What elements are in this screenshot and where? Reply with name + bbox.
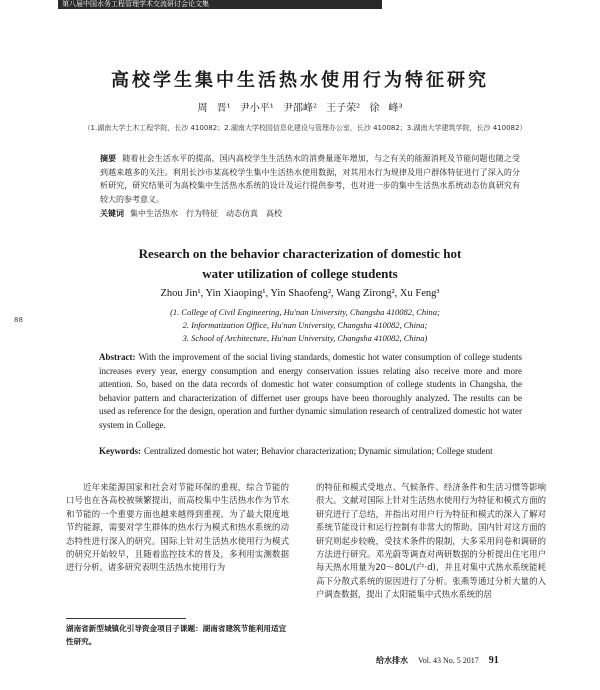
chinese-authors: 周 晋¹ 尹小平¹ 尹邵峰² 王子荣² 徐 峰³ — [197, 103, 403, 114]
english-keywords-label: Keywords: — [99, 446, 141, 456]
english-title-line-2: water utilization of college students — [202, 266, 398, 281]
chinese-abstract-label: 摘要 — [100, 154, 117, 163]
english-title-line-1: Research on the behavior characterization of domestic hot — [138, 246, 462, 261]
chinese-abstract — [100, 152, 520, 206]
chinese-title: 高校学生集中生活热水使用行为特征研究 — [111, 70, 489, 91]
page-footer — [376, 655, 499, 666]
english-affiliation-1: (1. College of Civil Engineering, Hu'nan University, Changsha 410082, China; — [170, 307, 440, 317]
english-abstract-text: With the improvement of the social living standards, domestic hot water consumption of college students increases every year, energy consumption and energy conservation issues relating also receive more and more attention. So, based on the data records of domestic hot water consumption of college students in Changsha, the behavior pattern and characterization of differnet user groups have been thoroughly analyzed. The results can be used as reference for the design, operation and further dynamic simulation research of centralized domestic hot water system in College. — [99, 352, 522, 430]
english-affiliations — [80, 306, 530, 345]
english-affiliation-3: 3. School of Architecture, Hu'nan University, Changsha 410082, China) — [182, 333, 428, 343]
funding-footnote: 湖南省新型城镇化引导资金项目子课题：湖南省建筑节能利用适宜性研究。 — [66, 624, 287, 646]
footer-volume: Vol. 43 — [418, 656, 441, 665]
english-authors: Zhou Jin¹, Yin Xiaoping¹, Yin Shaofeng², Wang Zirong², Xu Feng³ — [160, 288, 440, 299]
footnote-divider — [66, 618, 186, 619]
english-abstract-label: Abstract: — [99, 352, 136, 362]
chinese-keywords-text: 集中生活热水 行为特征 动态仿真 高校 — [130, 209, 282, 218]
body-column-right: 的特征和模式受地点、气候条件、经济条件和生活习惯等影响很大。文献对国际上针对生活热水使用行为特征和模式方面的研究进行了总结，并指出对用户行为特征和模式的深入了解对系统节能设计和运行控制有非常大的帮助。国内针对这方面的研究则起步较晚，受技术条件的限制，大多采用问卷和调研的方法进行研究。邓光蔚等调查对两研数据的分析提出住宅用户每天热水用量为20～80L/(户·d)，并且对集中式热水系统能耗高下分散式系统的原因进行了分析。张燕等通过分析大量的入户调查数据，提出了太阳能集中式热水系统的居 — [316, 482, 546, 600]
english-title — [0, 244, 600, 284]
english-affiliation-2: 2. Informatization Office, Hu'nan University, Changsha 410082, China; — [182, 320, 428, 330]
footer-journal: 给水排水 — [376, 656, 408, 665]
footer-page-number: 91 — [488, 655, 499, 666]
footer-issue: No. 5 — [442, 656, 461, 665]
side-page-mark: 88 — [14, 316, 23, 324]
running-header: 第八届中国水务工程管理学术交流研讨会论文集 — [58, 0, 382, 9]
chinese-abstract-text: 随着社会生活水平的提高，国内高校学生生活热水的消费量逐年增加，与之有关的能源消耗及节能问题也随之受到越来越多的关注。利用长沙市某高校学生集中生活热水使用数据，对其用水行为规律及用户群体特征进行了深入的分析研究，研究结果可为高校集中生活热水系统的设计及运行提供参考，也对进一步的集中生活热水系统动态仿真研究有较大的参考意义。 — [100, 154, 521, 204]
english-keywords — [99, 445, 522, 459]
chinese-keywords — [100, 208, 520, 219]
chinese-affiliations: （1.湖南大学土木工程学院，长沙 410082；2.湖南大学校园信息化建设与管理办公室，长沙 410082；3.湖南大学建筑学院，长沙 410082） — [83, 124, 527, 132]
english-keywords-text: Centralized domestic hot water; Behavior characterization; Dynamic simulation; College student — [144, 446, 493, 456]
chinese-keywords-label: 关键词 — [100, 209, 124, 218]
footer-year: 2017 — [462, 656, 479, 665]
body-column-left: 近年来能源国家和社会对节能环保的重视，综合节能的口号也在各高校被频繁提出，而高校集中生活热水作为节水和节能的一个重要方面也越来越得到重视。为了最大限度地节约能源，需要对学生群体的热水行为模式和热水系统的动态特性进行深入的研究。国际上针对生活热水使用行为模式的研究开始较早，且随着监控技术的普及，多利用实测数据进行分析。诸多研究表明生活热水使用行为 — [66, 482, 289, 573]
english-abstract — [99, 351, 522, 432]
